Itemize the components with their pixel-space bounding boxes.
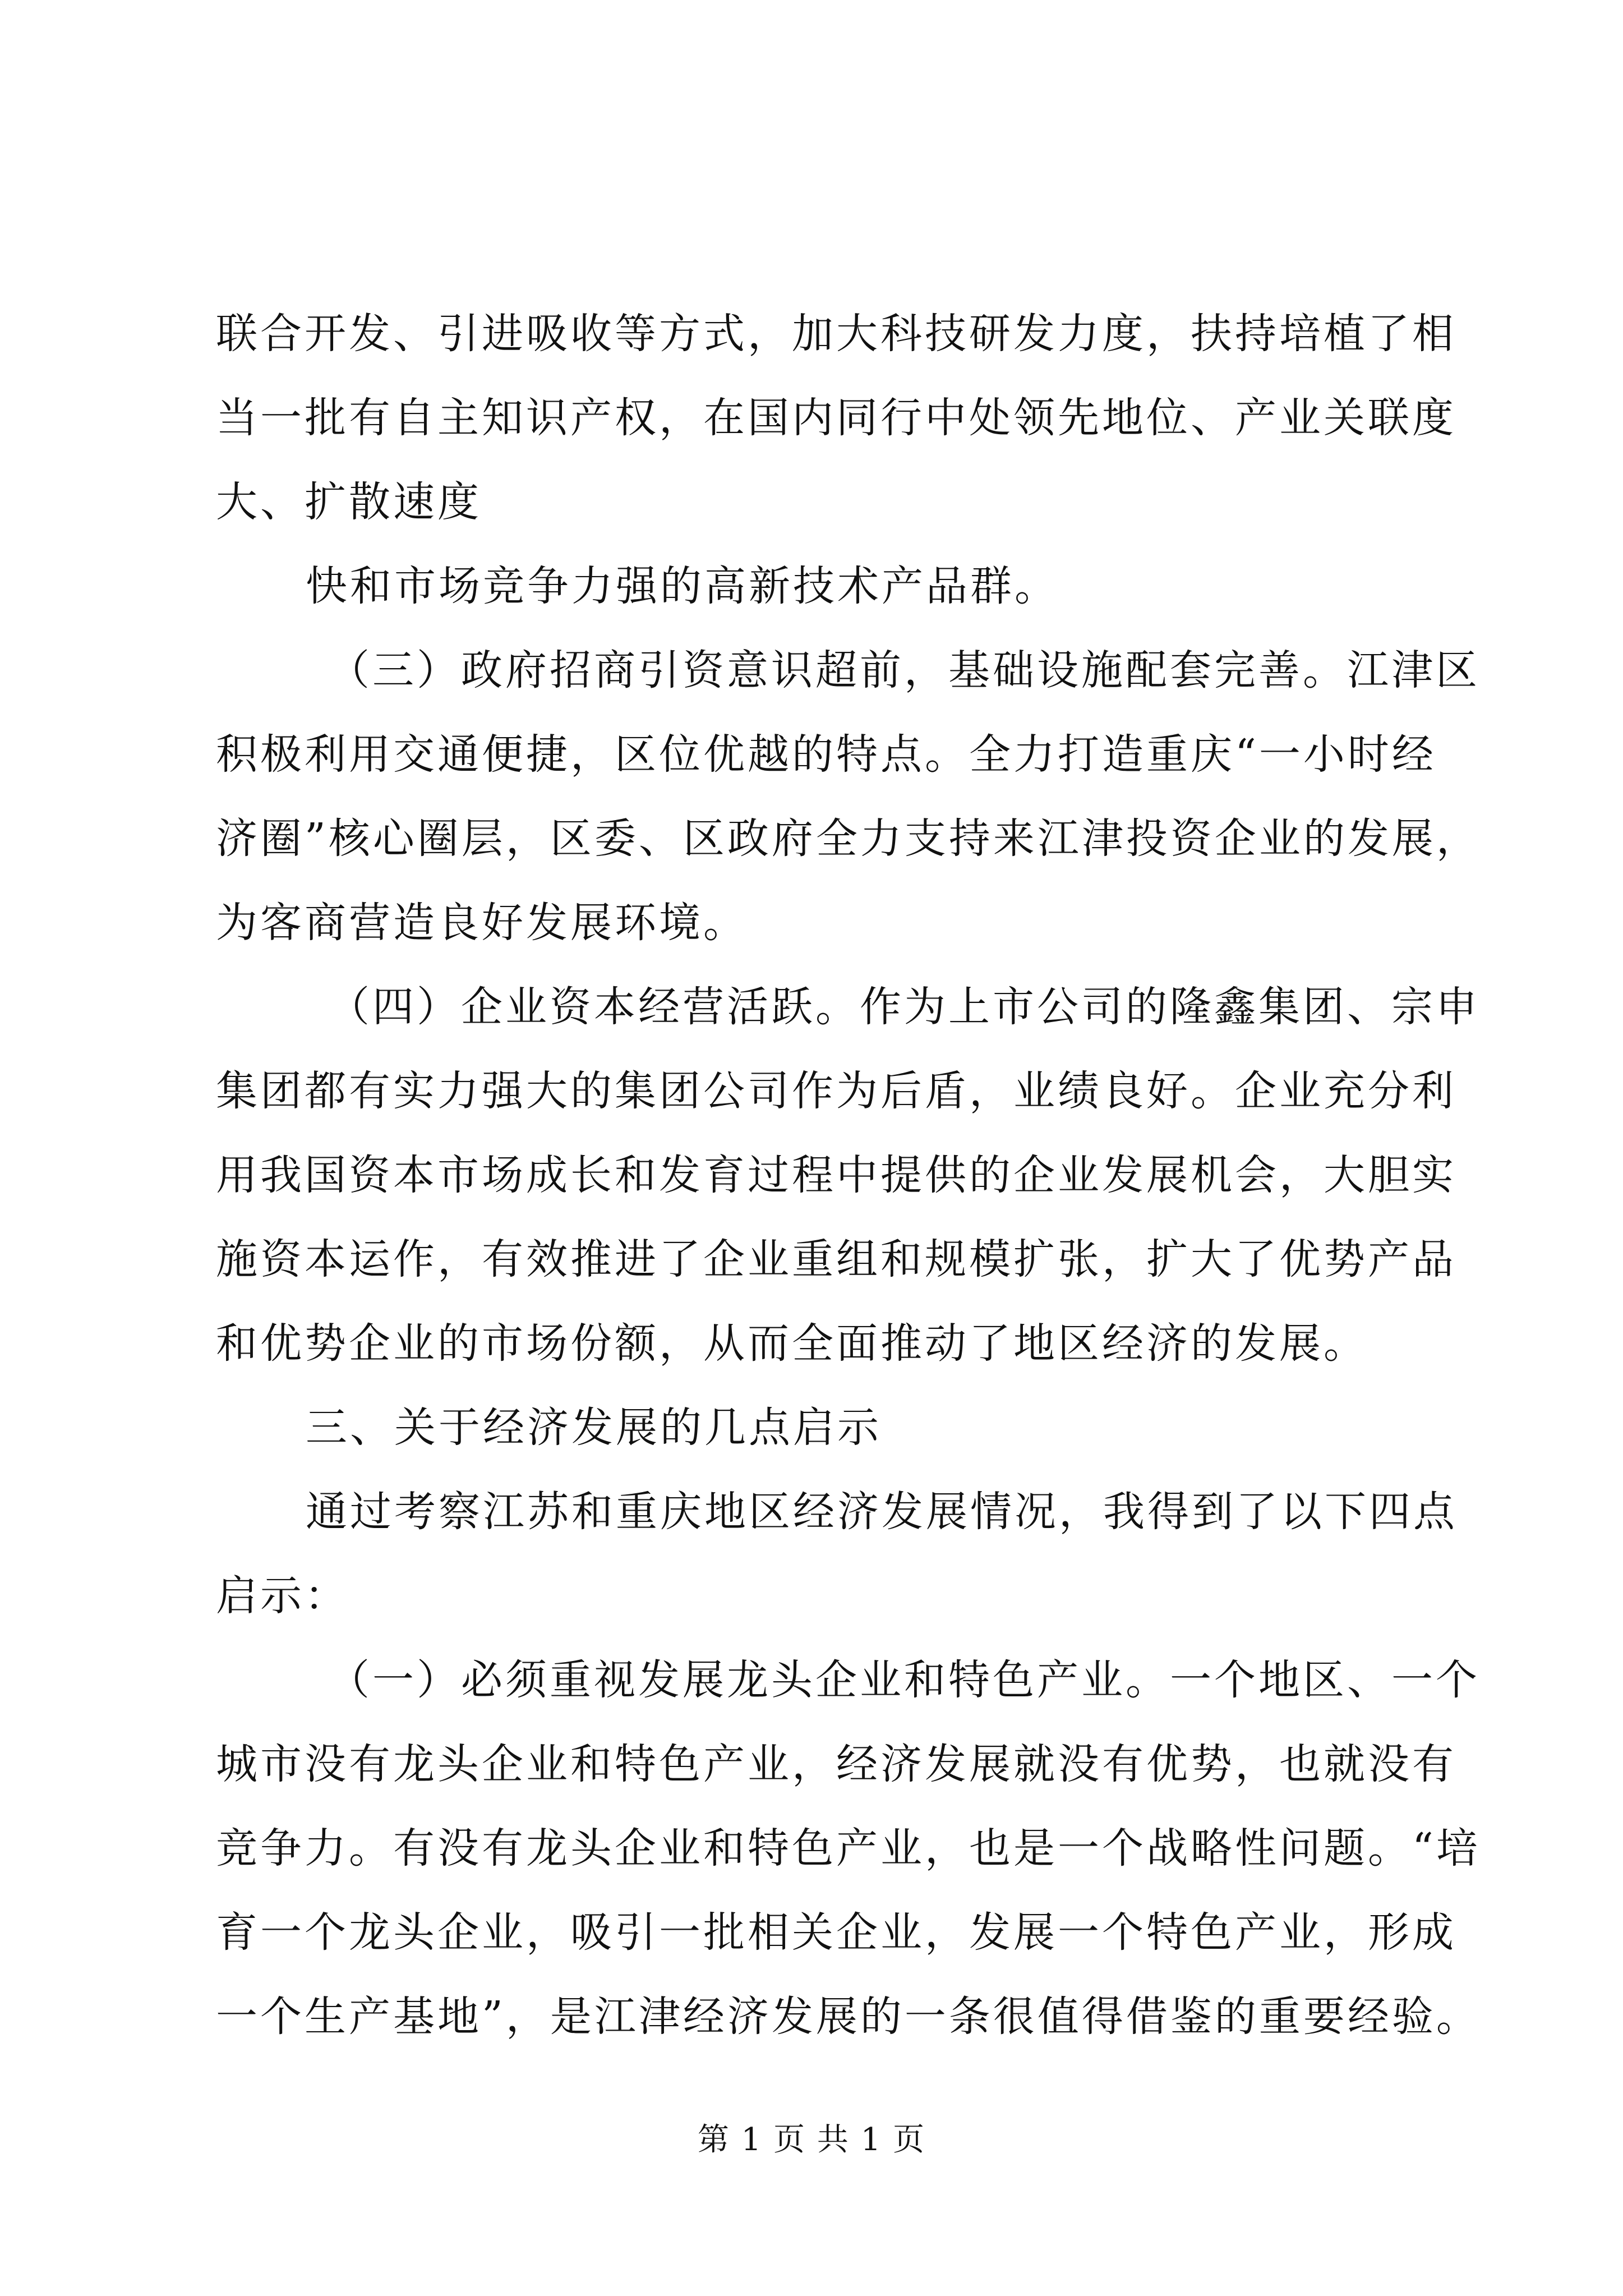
- body-line: 一个生产基地”，是江津经济发展的一条很值得借鉴的重要经验。: [216, 1993, 1481, 2041]
- chapter-heading-three: 三、关于经济发展的几点启示: [306, 1404, 882, 1452]
- body-line: 联合开发、引进吸收等方式，加大科技研发力度，扶持培植了相: [216, 310, 1456, 358]
- section-heading-one: （一）必须重视发展龙头企业和特色产业。一个地区、一个: [328, 1656, 1480, 1704]
- body-line: 集团都有实力强大的集团公司作为后盾，业绩良好。企业充分利: [216, 1067, 1456, 1115]
- section-heading-three: （三）政府招商引资意识超前，基础设施配套完善。江津区: [328, 646, 1480, 694]
- body-line: 当一批有自主知识产权，在国内同行中处领先地位、产业关联度: [216, 394, 1456, 442]
- body-line: 积极利用交通便捷，区位优越的特点。全力打造重庆“一小时经: [216, 730, 1436, 779]
- body-line: 济圈”核心圈层，区委、区政府全力支持来江津投资企业的发展，: [216, 815, 1481, 863]
- page-footer: 第 1 页 共 1 页: [697, 2122, 926, 2158]
- body-line: 育一个龙头企业，吸引一批相关企业，发展一个特色产业，形成: [216, 1908, 1456, 1957]
- body-line: 竞争力。有没有龙头企业和特色产业，也是一个战略性问题。“培: [216, 1824, 1481, 1872]
- body-line: 快和市场竞争力强的高新技术产品群。: [306, 562, 1059, 610]
- body-line: 启示：: [216, 1572, 349, 1620]
- body-line: 用我国资本市场成长和发育过程中提供的企业发展机会，大胆实: [216, 1151, 1456, 1199]
- body-line: 施资本运作，有效推进了企业重组和规模扩张，扩大了优势产品: [216, 1235, 1456, 1283]
- document-body: [216, 292, 1481, 2059]
- body-line: 和优势企业的市场份额，从而全面推动了地区经济的发展。: [216, 1319, 1368, 1368]
- body-line: 通过考察江苏和重庆地区经济发展情况，我得到了以下四点: [306, 1488, 1458, 1536]
- body-line: 为客商营造良好发展环境。: [216, 899, 748, 947]
- section-heading-four: （四）企业资本经营活跃。作为上市公司的隆鑫集团、宗申: [328, 983, 1480, 1031]
- body-line: 城市没有龙头企业和特色产业，经济发展就没有优势，也就没有: [216, 1740, 1456, 1788]
- body-line: 大、扩散速度: [216, 478, 482, 526]
